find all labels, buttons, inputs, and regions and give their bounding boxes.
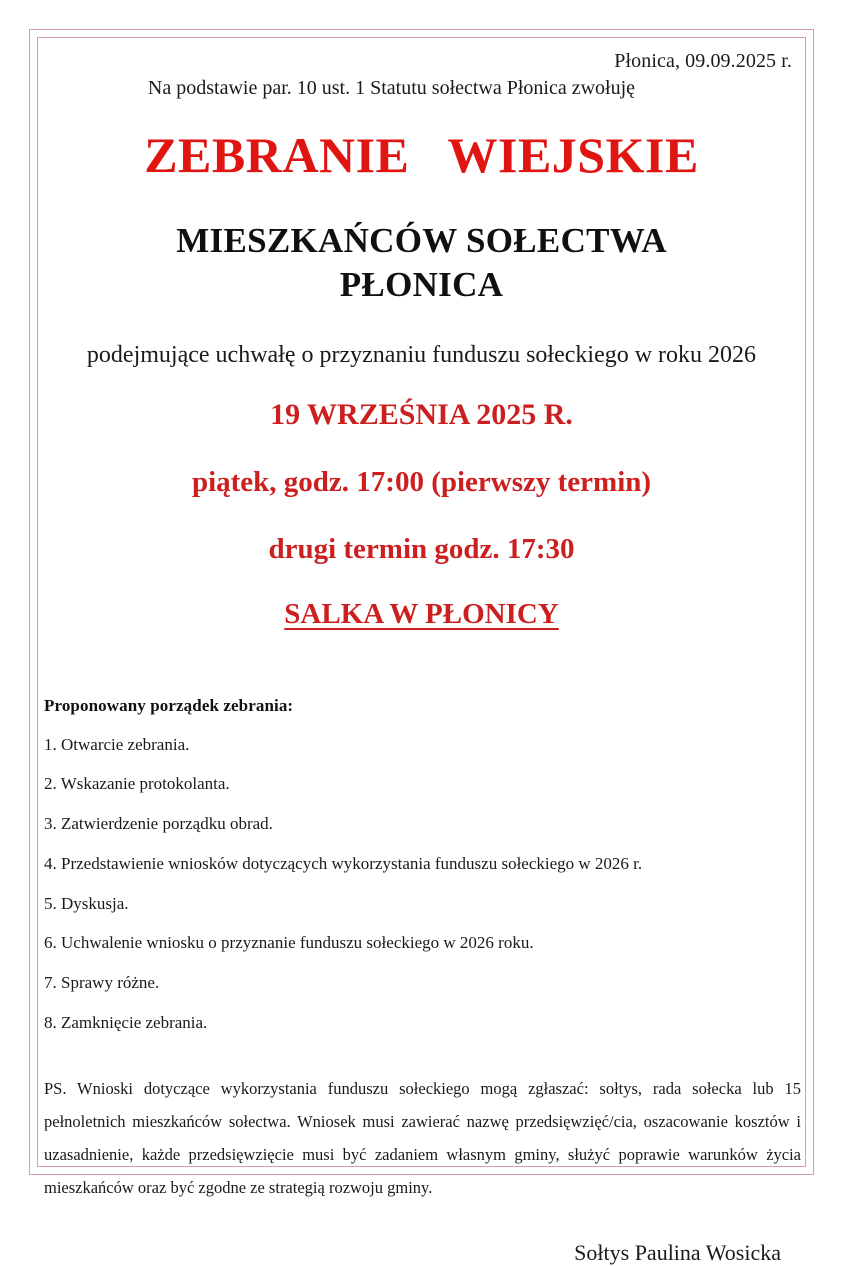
meeting-venue-label: SALKA W PŁONICY <box>284 598 559 631</box>
subtitle-line-1: MIESZKAŃCÓW SOŁECTWA <box>176 220 667 260</box>
agenda-item: 5. Dyskusja. <box>44 893 129 913</box>
agenda-item: 2. Wskazanie protokolanta. <box>44 774 230 794</box>
agenda-item: 7. Sprawy różne. <box>44 973 160 993</box>
postscript-note: PS. Wnioski dotyczące wykorzystania funduszu sołeckiego mogą zgłaszać: sołtys, rada sołecka lub 15 pełnoletnich mieszkańców sołectwa. Wniosek musi zawierać nazwę przedsięwzięć/cia, oszacowanie kosztów i uzasadnienie, każde przedsięwzięcie musi być zadaniem własnym gminy, służyć poprawie warunków życia mieszkańców oraz być zgodne ze strategią rozwoju gminy. <box>44 1078 801 1197</box>
subtitle-block <box>40 219 803 309</box>
meeting-time-second-term: drugi termin godz. 17:30 <box>268 533 575 566</box>
legal-basis-text: Na podstawie par. 10 ust. 1 Statutu sołectwa Płonica zwołuję <box>147 77 636 99</box>
agenda-section <box>40 696 803 1034</box>
agenda-heading: Proponowany porządek zebrania: <box>44 695 294 715</box>
subtitle-line-2: PŁONICA <box>339 265 504 305</box>
agenda-item: 1. Otwarcie zebrania. <box>44 734 190 754</box>
page-title: ZEBRANIE WIEJSKIE <box>144 127 699 183</box>
meeting-time-first-term: piątek, godz. 17:00 (pierwszy termin) <box>191 465 652 498</box>
meeting-purpose: podejmujące uchwałę o przyznaniu funduszu sołeckiego w roku 2026 <box>86 342 757 369</box>
signature-line: Sołtys Paulina Wosicka <box>574 1239 781 1265</box>
document-content <box>40 40 803 1265</box>
agenda-item: 3. Zatwierdzenie porządku obrad. <box>44 814 273 834</box>
agenda-item: 6. Uchwalenie wniosku o przyznanie funduszu sołeckiego w 2026 roku. <box>44 933 534 953</box>
agenda-item: 4. Przedstawienie wniosków dotyczących wykorzystania funduszu sołeckiego w 2026 r. <box>44 853 643 873</box>
meeting-venue <box>40 596 803 632</box>
agenda-item: 8. Zamknięcie zebrania. <box>44 1012 208 1032</box>
meeting-date: 19 WRZEŚNIA 2025 R. <box>270 398 573 432</box>
place-and-date: Płonica, 09.09.2025 r. <box>614 50 792 72</box>
